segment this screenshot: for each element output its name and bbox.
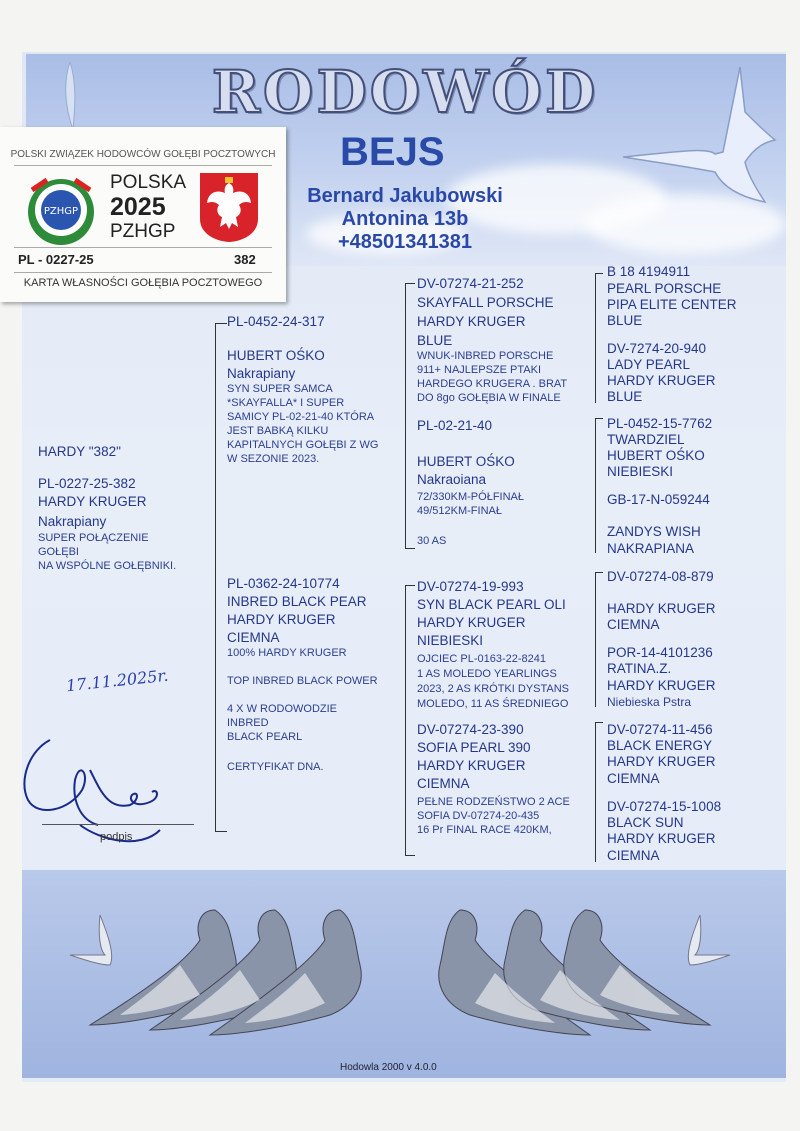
- g3-color: Niebieska Pstra: [607, 695, 692, 709]
- g3-breeder: HARDY KRUGER: [607, 831, 716, 846]
- bird-name: HARDY "382": [38, 444, 121, 459]
- ds-note: 1 AS MOLEDO YEARLINGS: [417, 668, 557, 680]
- dam-note: TOP INBRED BLACK POWER: [227, 675, 378, 687]
- g3-name: LADY PEARL: [607, 357, 691, 372]
- sd-note: 30 AS: [417, 535, 447, 547]
- g3-breeder: HARDY KRUGER: [607, 678, 716, 693]
- dam-name: INBRED BLACK PEAR: [227, 594, 367, 609]
- bird-color: Nakrapiany: [38, 514, 107, 529]
- g3-color: BLUE: [607, 313, 643, 328]
- g3-ring: B 18 4194911: [607, 264, 691, 279]
- owner-street: Antonina 13b: [341, 208, 469, 230]
- g3-color: CIEMNA: [607, 617, 660, 632]
- flying-pigeon-icon: [615, 62, 780, 207]
- dd-name: SOFIA PEARL 390: [417, 740, 531, 755]
- sire-note: SYN SUPER SAMCA: [227, 383, 333, 395]
- sire-note: W SEZONIE 2023.: [227, 453, 320, 465]
- ss-breeder: HARDY KRUGER: [417, 314, 526, 329]
- card-country: POLSKA: [110, 172, 187, 193]
- g3-ring: PL-0452-15-7762: [607, 416, 713, 431]
- ds-note: MOLEDO, 11 AS ŚREDNIEGO: [417, 698, 569, 710]
- g3-ring: DV-07274-11-456: [607, 722, 713, 737]
- card-association: POLSKI ZWIĄZEK HODOWCÓW GOŁĘBI POCZTOWYCH: [10, 149, 276, 160]
- g3-breeder: HARDY KRUGER: [607, 754, 716, 769]
- g3-breeder: HARDY KRUGER: [607, 601, 716, 616]
- g3-breeder: HUBERT OŚKO: [607, 448, 705, 463]
- ds-note: OJCIEC PL-0163-22-8241: [417, 653, 547, 665]
- polish-eagle-icon: [198, 171, 260, 243]
- pigeon-flock-right-icon: [400, 895, 770, 1070]
- g3-color: CIEMNA: [607, 848, 660, 863]
- sire-ring: PL-0452-24-317: [227, 314, 325, 329]
- g3-color: NAKRAPIANA: [607, 541, 695, 556]
- g3-name: BLACK ENERGY: [607, 738, 713, 753]
- g3-ring: POR-14-4101236: [607, 645, 713, 660]
- sd-note: 49/512KM-FINAŁ: [417, 505, 502, 517]
- dd-note: SOFIA DV-07274-20-435: [417, 810, 540, 822]
- software-footer: Hodowla 2000 v 4.0.0: [340, 1062, 437, 1073]
- ss-color: BLUE: [417, 333, 453, 348]
- bird-note: SUPER POŁĄCZENIE: [38, 532, 149, 544]
- ds-name: SYN BLACK PEARL OLI: [417, 597, 566, 612]
- ds-breeder: HARDY KRUGER: [417, 615, 526, 630]
- g3-name: BLACK SUN: [607, 815, 684, 830]
- ss-name: SKAYFALL PORSCHE: [417, 295, 554, 310]
- sd-ring: PL-02-21-40: [417, 418, 493, 433]
- ss-note: DO 8go GOŁĘBIA W FINALE: [417, 392, 561, 404]
- sire-note: JEST BABKĄ KILKU: [227, 425, 329, 437]
- g3-color: CIEMNA: [607, 771, 660, 786]
- g3-color: BLUE: [607, 389, 643, 404]
- dam-note: BLACK PEARL: [227, 731, 303, 743]
- pigeon-flock-left-icon: [30, 895, 400, 1070]
- owner-name: Bernard Jakubowski: [307, 185, 503, 207]
- g3-color: NIEBIESKI: [607, 464, 674, 479]
- ds-color: NIEBIESKI: [417, 633, 484, 648]
- g3-name: RATINA.Z.: [607, 661, 672, 676]
- ss-note: WNUK-INBRED PORSCHE: [417, 350, 554, 362]
- dam-ring: PL-0362-24-10774: [227, 576, 340, 591]
- g3-ring: DV-07274-15-1008: [607, 799, 722, 814]
- sd-breeder: HUBERT OŚKO: [417, 454, 515, 469]
- dd-note: 16 Pr FINAL RACE 420KM,: [417, 824, 552, 836]
- bird-note: GOŁĘBI: [38, 546, 79, 558]
- g3-name: PEARL PORSCHE: [607, 281, 722, 296]
- g3-breeder: HARDY KRUGER: [607, 373, 716, 388]
- sire-color: Nakrapiany: [227, 366, 296, 381]
- bird-breeder: HARDY KRUGER: [38, 494, 147, 509]
- dd-note: PEŁNE RODZEŃSTWO 2 ACE: [417, 796, 570, 808]
- sire-breeder: HUBERT OŚKO: [227, 348, 325, 363]
- dd-color: CIEMNA: [417, 776, 470, 791]
- document-title: RODOWÓD: [211, 58, 599, 126]
- signature-line: [42, 824, 194, 825]
- ds-ring: DV-07274-19-993: [417, 579, 524, 594]
- sd-note: 72/330KM-PÓŁFINAŁ: [417, 491, 524, 503]
- dd-ring: DV-07274-23-390: [417, 722, 524, 737]
- card-footer: KARTA WŁASNOŚCI GOŁĘBIA POCZTOWEGO: [23, 277, 263, 289]
- bird-ring: PL-0227-25-382: [38, 476, 136, 491]
- wing-icon: [55, 62, 85, 132]
- g3-ring: DV-07274-08-879: [607, 569, 714, 584]
- sire-note: *SKAYFALLA* I SUPER: [227, 397, 345, 409]
- ss-note: 911+ NAJLEPSZE PTAKI: [417, 364, 542, 376]
- sire-note: SAMICY PL-02-21-40 KTÓRA: [227, 411, 375, 423]
- dam-color: CIEMNA: [227, 630, 280, 645]
- dam-note: CERTYFIKAT DNA.: [227, 761, 324, 773]
- dam-note: 4 X W RODOWODZIE: [227, 703, 337, 715]
- g3-ring: GB-17-N-059244: [607, 492, 710, 507]
- card-ring: PL - 0227-25: [18, 252, 94, 267]
- handwritten-date: 17.11.2025r.: [65, 665, 170, 696]
- svg-text:PZHGP: PZHGP: [43, 206, 79, 217]
- bird-note: NA WSPÓLNE GOŁĘBNIKI.: [38, 560, 177, 572]
- dam-note: INBRED: [227, 717, 269, 729]
- loft-name: BEJS: [340, 130, 445, 174]
- ds-note: 2023, 2 AS KRÓTKI DYSTANS: [417, 683, 570, 695]
- g3-breeder: PIPA ELITE CENTER: [607, 297, 737, 312]
- sd-color: Nakraoiana: [417, 472, 487, 487]
- owner-phone: +48501341381: [337, 231, 473, 253]
- sire-note: KAPITALNYCH GOŁĘBI Z WG: [227, 439, 379, 451]
- pzhgp-logo-icon: [22, 172, 100, 248]
- card-org: PZHGP: [110, 221, 176, 242]
- card-year: 2025: [110, 193, 166, 221]
- bracket-line: [215, 323, 216, 831]
- ss-note: HARDEGO KRUGERA . BRAT: [417, 378, 568, 390]
- card-number: 382: [234, 252, 256, 267]
- signature-label: podpis: [100, 831, 133, 843]
- g3-name: TWARDZIEL: [607, 432, 685, 447]
- dam-note: 100% HARDY KRUGER: [227, 647, 347, 659]
- dd-breeder: HARDY KRUGER: [417, 758, 526, 773]
- ss-ring: DV-07274-21-252: [417, 276, 524, 291]
- ownership-card: [0, 127, 286, 302]
- dam-breeder: HARDY KRUGER: [227, 612, 336, 627]
- g3-name: ZANDYS WISH: [607, 524, 701, 539]
- g3-ring: DV-7274-20-940: [607, 341, 707, 356]
